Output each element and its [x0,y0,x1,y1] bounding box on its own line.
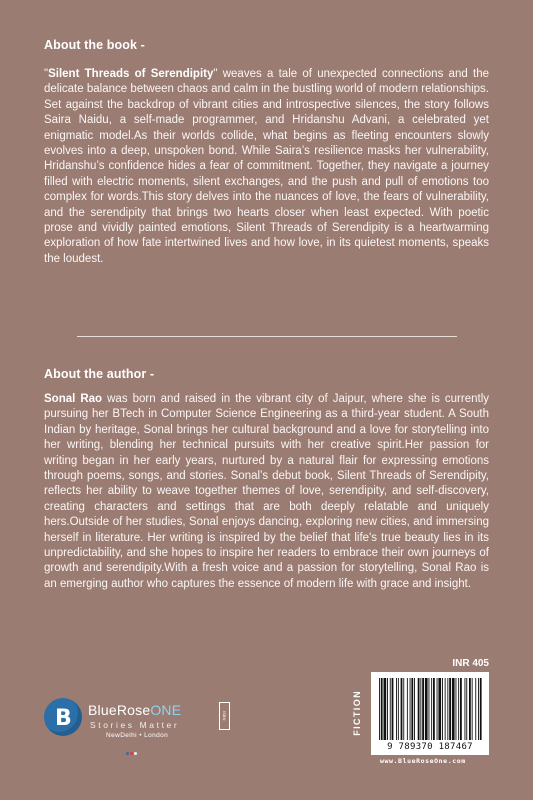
author-name: Sonal Rao [44,393,103,405]
about-author-heading: About the author - [44,367,155,381]
close-quote: " [213,68,218,80]
publisher-name-accent: ONE [150,702,182,718]
about-author-paragraph [44,392,489,592]
genre-label: FICTION [352,690,362,736]
bluerose-logo-icon [44,698,82,736]
about-author-text: was born and raised in the vibrant city of Jaipur, where she is currently pursuing her BTech in Computer Science Engineering as a third-year student. A South Indian by heritage, Sonal brings her cultural background and a love for storytelling into her writing, blending her technical pursuits with her creative spirit.Her passion for writing began in her early years, nurtured by a natural flair for expressing emotions through poems, songs, and stories. Sonal’s debut book, Silent Threads of Serendipity, reflects her ability to weave together themes of love, serendipity, and self-discovery, creating characters and settings that are both deeply relatable and uniquely hers.Outside of her studies, Sonal enjoys dancing, exploring new cities, and immersing herself in literature. Her writing is inspired by the belief that life's true beauty lies in its unpredictability, and she hopes to inspire her readers to embrace their own journeys of growth and serendipity.With a fresh voice and a passion for storytelling, Sonal Rao is an emerging author who captures the essence of modern life with grace and insight. [44,393,489,590]
flag-dots-icon [126,742,140,746]
dot-white [134,752,137,755]
logo-letter: B [55,706,72,731]
section-divider [77,336,457,337]
isbn-digits: 9 789370 187467 [387,742,473,752]
open-quote: " [44,68,49,80]
price-label: INR 405 [452,658,489,669]
book-title: Silent Threads of Serendipity [48,68,214,80]
dot-blue [126,752,129,755]
about-book-paragraph [44,67,489,267]
barcode-icon [377,678,483,742]
publisher-website: www.BlueRoseOne.com [380,757,466,765]
publisher-logo [44,690,234,750]
publisher-name [88,702,181,718]
publisher-tagline: Stories Matter [90,720,180,730]
about-book-heading: About the book - [44,38,145,52]
isbn-barcode [371,672,489,755]
publisher-name-main: BlueRose [88,702,151,718]
publisher-badge: ISBN [219,702,230,730]
publisher-cities: NewDelhi • London [106,732,169,739]
dot-red [130,752,133,755]
about-book-text: weaves a tale of unexpected connections and the delicate balance between chaos and calm in the bustling world of modern relationships. Set against the backdrop of vibrant cities and introspective silences, the story follows Saira Naidu, a self-made programmer, and Hridanshu Advani, a celebrated yet enigmatic model.As their worlds collide, what begins as fleeting encounters slowly evolves into a deep, unspoken bond. While Saira’s resilience masks her vulnerability, Hridanshu’s confidence hides a fear of commitment. Together, they navigate a journey filled with electric moments, silent exchanges, and the push and pull of emotions too complex for words.This story delves into the nuances of love, the fears of vulnerability, and the serendipity that brings two hearts closer when least expected. With poetic prose and vividly painted emotions, Silent Threads of Serendipity is a heartwarming exploration of how fate intertwined lives and how love, in its quietest moments, speaks the loudest. [44,68,489,265]
